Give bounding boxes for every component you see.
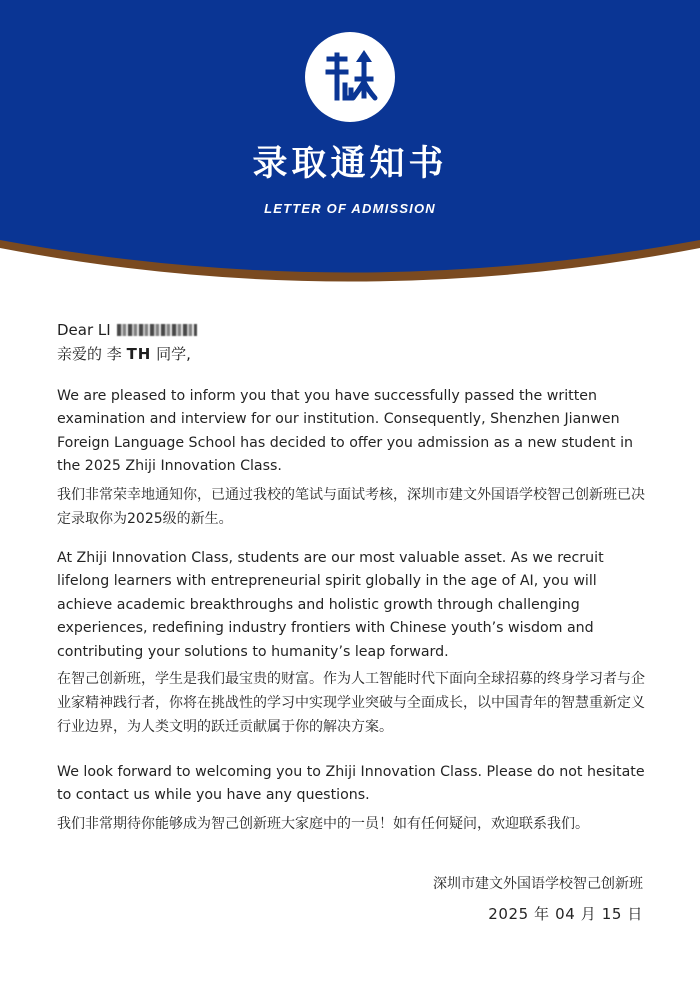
paragraph-2-chinese: 在智己创新班，学生是我们最宝贵的财富。作为人工智能时代下面向全球招募的终身学习者与企业家精神践行者，你将在挑战性的学习中实现学业突破与全面成长，以中国青年的智慧重新定义行业边界，为人类文明的跃迁贡献属于你的解决方案。 bbox=[57, 671, 645, 735]
paragraph-3-chinese: 我们非常期待你能够成为智己创新班大家庭中的一员！如有任何疑问，欢迎联系我们。 bbox=[57, 816, 589, 832]
school-signature: 深圳市建文外国语学校智己创新班 bbox=[433, 876, 643, 892]
salutation-english-prefix: Dear LI bbox=[57, 321, 111, 339]
salutation-chinese-prefix: 亲爱的 李 bbox=[57, 345, 122, 363]
paragraph-3-english: We look forward to welcoming you to Zhiji Innovation Class. Please do not hesitate to contact us while you have any questions. bbox=[57, 764, 645, 804]
salutation-english bbox=[57, 318, 647, 342]
issue-date: 2025 年 04 月 15 日 bbox=[488, 905, 643, 923]
letter-body bbox=[57, 318, 647, 832]
letter-title-chinese: 录取通知书 bbox=[252, 144, 448, 184]
student-given-name: TH bbox=[126, 345, 152, 363]
school-emblem-icon bbox=[305, 32, 395, 122]
salutation-chinese-suffix: 同学, bbox=[156, 345, 191, 363]
redacted-name bbox=[117, 324, 197, 336]
paragraph-1-chinese: 我们非常荣幸地通知你，已通过我校的笔试与面试考核，深圳市建文外国语学校智己创新班已决定录取你为2025级的新生。 bbox=[57, 487, 645, 527]
letter-header bbox=[0, 0, 700, 300]
paragraph-2-english: At Zhiji Innovation Class, students are our most valuable asset. As we recruit lifelong learners with entrepreneurial spirit globally in the age of AI, you will achieve academic breakthroughs and holistic growth through challenging experiences, redefining industry frontiers with Chinese youth’s wisdom and contributing your solutions to humanity’s leap forward. bbox=[57, 550, 604, 660]
paragraph-1-english: We are pleased to inform you that you have successfully passed the written examination and interview for our institution. Consequently, Shenzhen Jianwen Foreign Language School has decided to offer you admission as a new student in the 2025 Zhiji Innovation Class. bbox=[57, 388, 634, 475]
letter-title-english: LETTER OF ADMISSION bbox=[264, 201, 436, 216]
salutation-chinese bbox=[57, 342, 647, 366]
signature-block bbox=[433, 872, 643, 925]
